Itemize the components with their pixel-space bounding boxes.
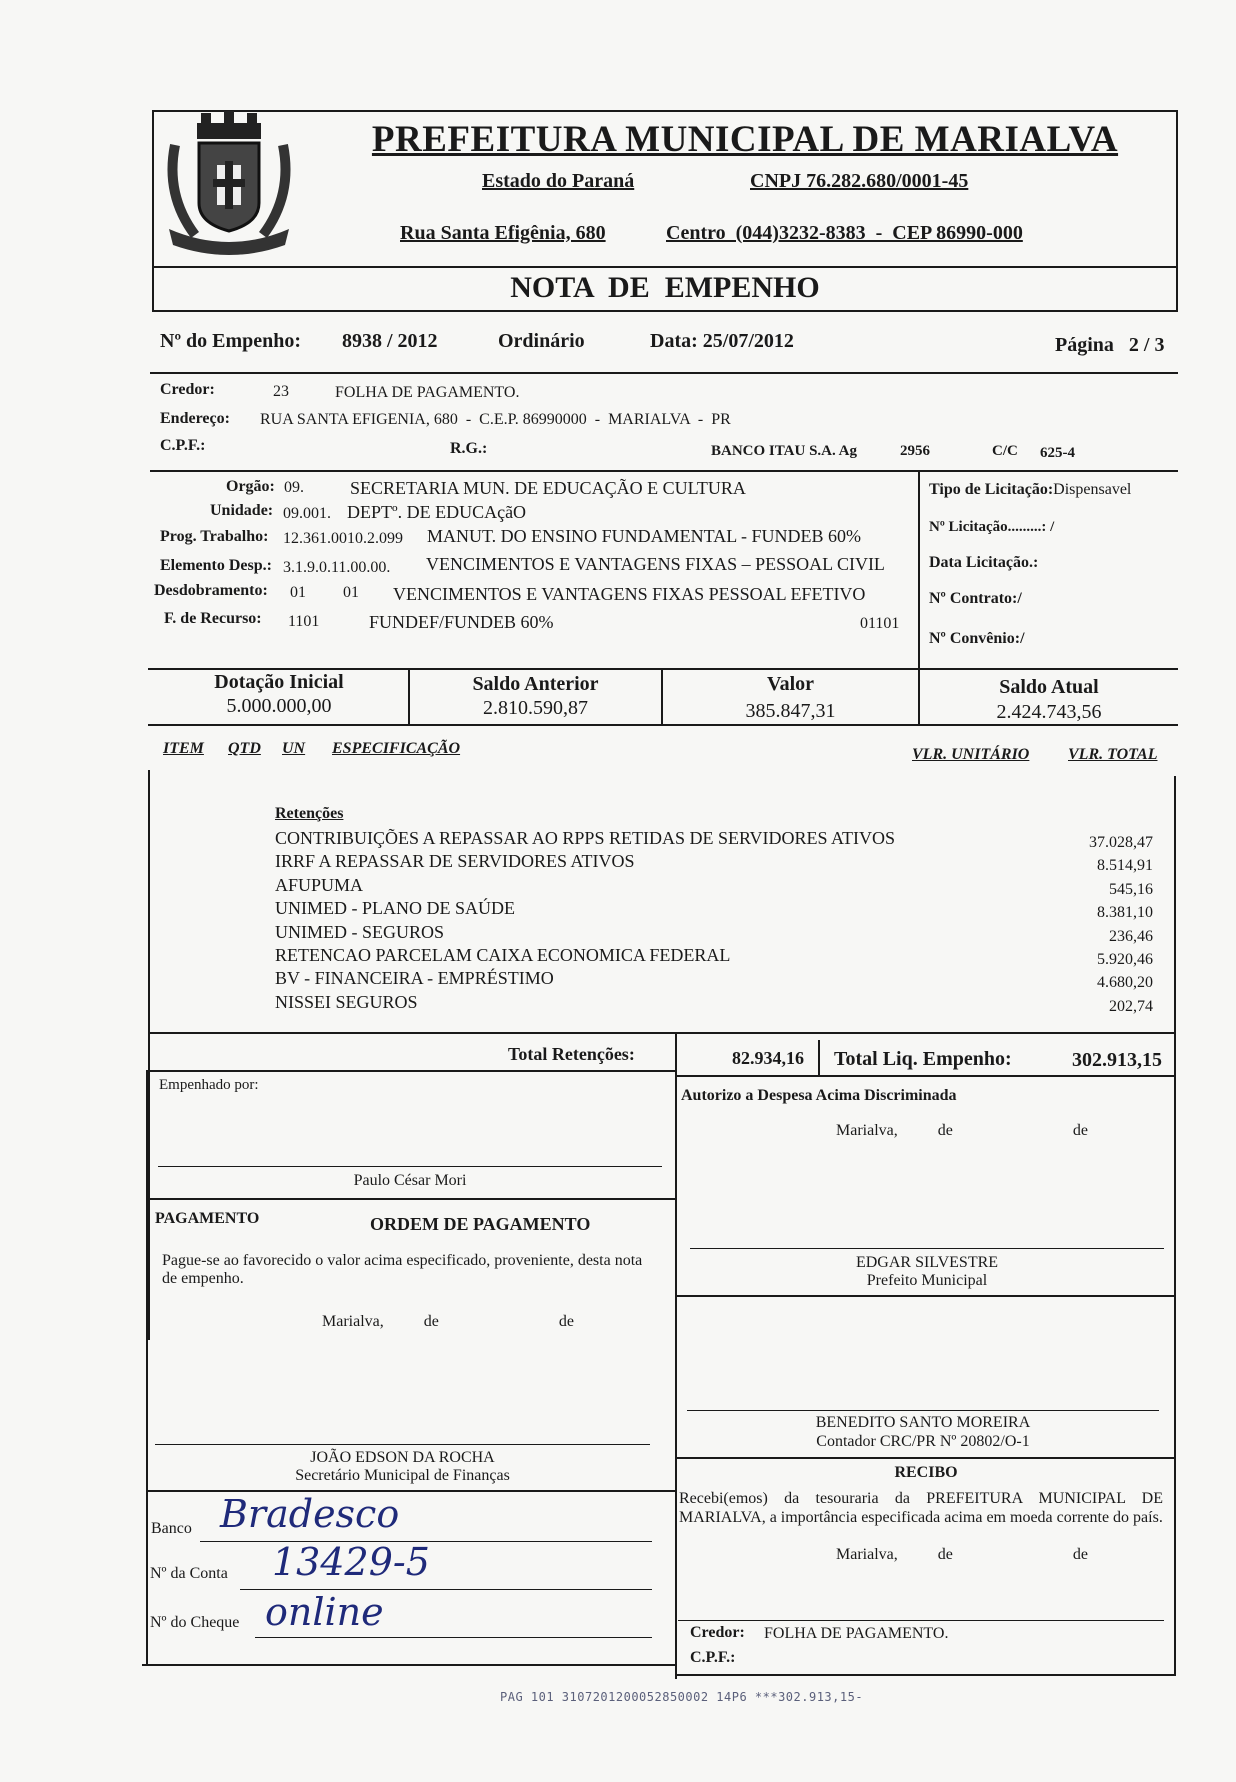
col-especificacao: ESPECIFICAÇÃO [332, 740, 461, 757]
list-item [275, 898, 1165, 921]
banco-label: Banco [151, 1520, 192, 1537]
signer-benedito: BENEDITO SANTO MOREIRA [815, 1414, 1031, 1431]
empenho-type: Ordinário [498, 330, 585, 352]
endereco-value: RUA SANTA EFIGENIA, 680 - C.E.P. 86990000 - MARIALVA - PR [260, 411, 731, 428]
banco-name: BANCO ITAU S.A. Ag [711, 443, 857, 459]
agencia-value: 2956 [900, 443, 930, 459]
pague-text: Pague-se ao favorecido o valor acima especificado, proveniente, desta nota de empenho. [162, 1252, 643, 1287]
empenho-number: 8938 / 2012 [342, 330, 438, 352]
cheque-label: Nº do Cheque [150, 1614, 240, 1631]
unidade-code: 09.001. [283, 505, 331, 522]
list-item [275, 968, 1165, 991]
marialva-date-left: Marialva, de de [322, 1313, 574, 1330]
col-vlr-unitario: VLR. UNITÁRIO [912, 746, 1030, 763]
retencao-value: 545,16 [1109, 880, 1153, 898]
recibo-credor-value: FOLHA DE PAGAMENTO. [764, 1625, 949, 1642]
signer-edgar: EDGAR SILVESTRE [855, 1254, 999, 1271]
unidade-label: Unidade: [210, 502, 274, 519]
endereco-label: Endereço: [160, 410, 230, 427]
col-item: ITEM [163, 740, 204, 757]
retencoes-list [275, 828, 1165, 1015]
desdobramento-a: 01 [290, 584, 306, 601]
retencao-desc: UNIMED - SEGUROS [275, 921, 445, 942]
col-vlr-total: VLR. TOTAL [1068, 746, 1158, 763]
col-qtd: QTD [228, 740, 261, 757]
retencao-desc: NISSEI SEGUROS [275, 991, 418, 1012]
conta-label: Nº da Conta [150, 1565, 228, 1582]
recibo-title: RECIBO [894, 1464, 958, 1481]
footer-machine-code: PAG 101 3107201200052850002 14P6 ***302.913,15- [500, 1690, 864, 1704]
doc-title: NOTA DE EMPENHO [510, 271, 820, 304]
autorizo-label: Autorizo a Despesa Acima Discriminada [681, 1087, 957, 1104]
recurso-extra: 01101 [860, 615, 900, 632]
cc-value: 625-4 [1040, 445, 1075, 461]
list-item [275, 945, 1165, 968]
rg-label: R.G.: [450, 440, 488, 457]
desdobramento-label: Desdobramento: [154, 582, 268, 599]
signer-benedito-title: Contador CRC/PR Nº 20802/O-1 [816, 1433, 1030, 1450]
retencao-value: 236,46 [1109, 927, 1153, 945]
retencao-value: 8.381,10 [1097, 904, 1153, 922]
retencoes-title: Retenções [275, 805, 344, 822]
recibo-credor-label: Credor: [690, 1624, 745, 1641]
valor-value: 385.847,31 [745, 700, 836, 722]
total-retencoes-value: 82.934,16 [732, 1048, 804, 1068]
retencao-value: 4.680,20 [1097, 974, 1153, 992]
list-item [275, 992, 1165, 1015]
orgao-code: 09. [284, 479, 304, 496]
list-item [275, 851, 1165, 874]
marialva-date-right: Marialva, de de [836, 1122, 1088, 1139]
retencao-desc: BV - FINANCEIRA - EMPRÉSTIMO [275, 968, 554, 989]
unidade-name: DEPTº. DE EDUCAçãO [347, 502, 527, 522]
retencao-desc: UNIMED - PLANO DE SAÚDE [275, 898, 515, 919]
desdobramento-b: 01 [343, 584, 359, 601]
list-item [275, 828, 1165, 851]
signer-paulo: Paulo César Mori [353, 1172, 467, 1189]
empenho-date: Data: 25/07/2012 [650, 330, 794, 352]
recurso-label: F. de Recurso: [164, 610, 262, 627]
valor-label: Valor [766, 673, 815, 695]
retencao-desc: AFUPUMA [275, 874, 364, 895]
cnpj-label: CNPJ 76.282.680/0001-45 [750, 170, 969, 192]
total-liquido-label: Total Liq. Empenho: [834, 1048, 1012, 1070]
address-label: Rua Santa Efigênia, 680 [400, 222, 606, 244]
coat-of-arms-logo [155, 105, 303, 263]
signer-joao: JOÃO EDSON DA ROCHA [310, 1449, 495, 1466]
tipo-licitacao-label: Tipo de Licitação: [929, 481, 1054, 498]
retencao-value: 5.920,46 [1097, 950, 1153, 968]
saldo-anterior-value: 2.810.590,87 [483, 697, 588, 719]
empenhado-por-label: Empenhado por: [159, 1077, 259, 1093]
recurso-code: 1101 [288, 613, 320, 630]
col-un: UN [282, 740, 306, 757]
desdobramento-name: VENCIMENTOS E VANTAGENS FIXAS PESSOAL EFETIVO [393, 584, 866, 604]
numero-contrato: Nº Contrato:/ [929, 590, 1022, 607]
saldo-atual-value: 2.424.743,56 [996, 701, 1102, 723]
total-retencoes-label: Total Retenções: [508, 1044, 635, 1064]
prog-code: 12.361.0010.2.099 [283, 530, 403, 547]
credor-code: 23 [273, 383, 289, 400]
cpf-label: C.P.F.: [160, 437, 206, 454]
dotacao-inicial-value: 5.000.000,00 [226, 695, 332, 717]
data-licitacao: Data Licitação.: [929, 554, 1039, 571]
elemento-label: Elemento Desp.: [160, 557, 272, 574]
prog-name: MANUT. DO ENSINO FUNDAMENTAL - FUNDEB 60% [427, 526, 862, 546]
recurso-name: FUNDEF/FUNDEB 60% [369, 612, 554, 632]
list-item [275, 875, 1165, 898]
page-title: PREFEITURA MUNICIPAL DE MARIALVA [371, 119, 1119, 160]
retencao-desc: IRRF A REPASSAR DE SERVIDORES ATIVOS [275, 851, 635, 872]
tipo-licitacao [929, 481, 1131, 499]
saldo-atual-label: Saldo Atual [999, 676, 1099, 698]
list-item [275, 922, 1165, 945]
retencao-value: 37.028,47 [1089, 834, 1153, 851]
numero-licitacao: Nº Licitação.........: / [929, 519, 1055, 535]
tipo-licitacao-value: Dispensavel [1053, 481, 1132, 498]
saldo-anterior-label: Saldo Anterior [472, 673, 599, 695]
page-number: Página 2 / 3 [1055, 334, 1165, 356]
retencao-value: 8.514,91 [1097, 857, 1153, 875]
orgao-label: Orgão: [226, 478, 275, 495]
retencao-desc: CONTRIBUIÇÕES A REPASSAR AO RPPS RETIDAS DE SERVIDORES ATIVOS [275, 828, 896, 848]
orgao-name: SECRETARIA MUN. DE EDUCAÇÃO E CULTURA [350, 478, 746, 498]
recibo-cpf-label: C.P.F.: [690, 1649, 736, 1666]
ordem-pagamento-label: ORDEM DE PAGAMENTO [370, 1214, 591, 1234]
empenho-number-label: Nº do Empenho: [160, 330, 302, 352]
retencao-value: 202,74 [1109, 997, 1153, 1015]
retencao-desc: RETENCAO PARCELAM CAIXA ECONOMICA FEDERAL [275, 944, 731, 965]
address-contact: Centro (044)3232-8383 - CEP 86990-000 [666, 222, 1023, 244]
conta-handwritten: 13429-5 [272, 1540, 430, 1584]
pagamento-label: PAGAMENTO [155, 1210, 260, 1227]
signer-joao-title: Secretário Municipal de Finanças [295, 1467, 510, 1484]
dotacao-inicial-label: Dotação Inicial [214, 671, 344, 693]
banco-handwritten: Bradesco [220, 1492, 400, 1536]
cc-label: C/C [992, 443, 1018, 459]
numero-convenio: Nº Convênio:/ [929, 630, 1025, 647]
cheque-handwritten: online [265, 1590, 384, 1634]
total-liquido-value: 302.913,15 [1072, 1049, 1162, 1071]
state-label: Estado do Paraná [482, 170, 635, 192]
elemento-code: 3.1.9.0.11.00.00. [283, 559, 391, 576]
marialva-date-recibo: Marialva, de de [836, 1546, 1088, 1563]
credor-label: Credor: [160, 381, 215, 398]
credor-name: FOLHA DE PAGAMENTO. [335, 384, 520, 401]
elemento-name: VENCIMENTOS E VANTAGENS FIXAS – PESSOAL CIVIL [426, 554, 885, 574]
recibo-text: Recebi(emos) da tesouraria da PREFEITURA MUNICIPAL DE MARIALVA, a importância especificada acima em moeda corrente do país. [679, 1490, 1163, 1526]
prog-label: Prog. Trabalho: [160, 528, 269, 545]
signer-edgar-title: Prefeito Municipal [866, 1272, 988, 1289]
